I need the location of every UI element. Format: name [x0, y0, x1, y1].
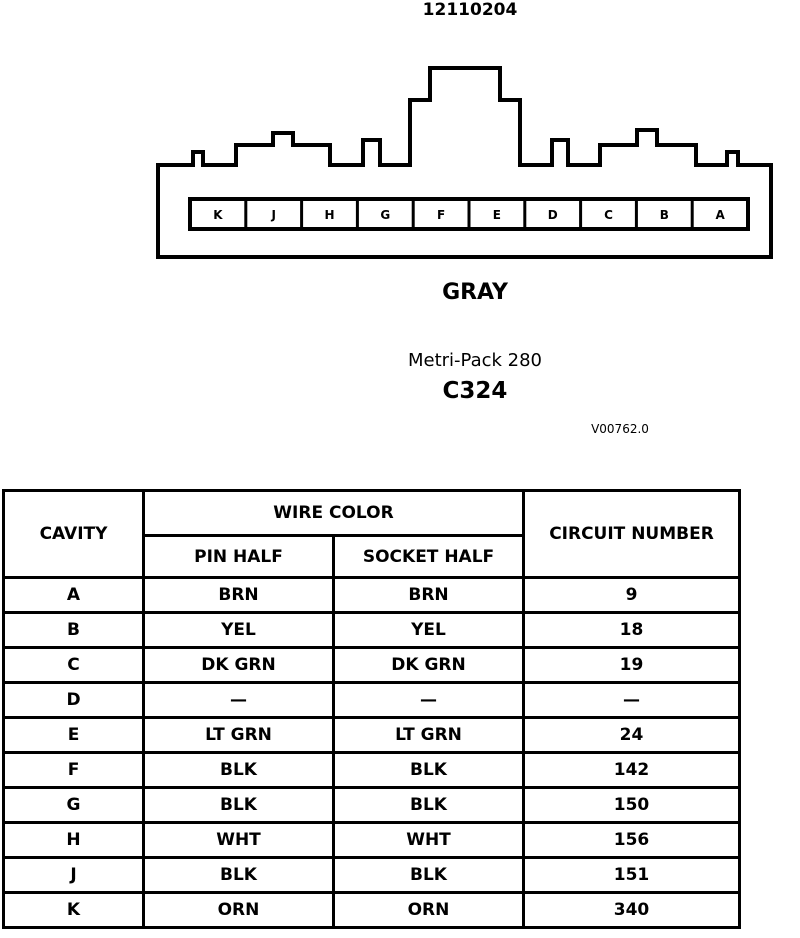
table-row	[4, 718, 740, 753]
cavity-label-c: C	[604, 208, 613, 222]
cell-circuit: 19	[524, 648, 740, 683]
cell-cavity: H	[4, 823, 144, 858]
reference-code: V00762.0	[591, 422, 649, 436]
cell-cavity: A	[4, 578, 144, 613]
table-row	[4, 648, 740, 683]
cavity-label-d: D	[547, 208, 558, 222]
cell-socket-half: DK GRN	[334, 648, 524, 683]
cell-circuit: 340	[524, 893, 740, 928]
header-wire-color: WIRE COLOR	[144, 491, 524, 536]
cell-circuit: 151	[524, 858, 740, 893]
connector-color: GRAY	[442, 280, 508, 305]
cavity-label-g: G	[380, 208, 391, 222]
cell-cavity: C	[4, 648, 144, 683]
cell-pin-half: ORN	[144, 893, 334, 928]
cell-circuit: 142	[524, 753, 740, 788]
cell-pin-half: WHT	[144, 823, 334, 858]
table-row	[4, 613, 740, 648]
cavity-cells	[213, 199, 725, 229]
cell-circuit: 9	[524, 578, 740, 613]
table-row	[4, 753, 740, 788]
cell-socket-half: BLK	[334, 858, 524, 893]
cell-pin-half: BRN	[144, 578, 334, 613]
header-socket-half: SOCKET HALF	[334, 536, 524, 578]
cell-circuit: 24	[524, 718, 740, 753]
cell-socket-half: WHT	[334, 823, 524, 858]
cell-pin-half: DK GRN	[144, 648, 334, 683]
cell-pin-half: LT GRN	[144, 718, 334, 753]
cell-pin-half: BLK	[144, 753, 334, 788]
cavity-label-k: K	[213, 208, 223, 222]
cell-socket-half: ORN	[334, 893, 524, 928]
cavity-label-a: A	[715, 208, 725, 222]
cell-cavity: G	[4, 788, 144, 823]
cell-circuit: 156	[524, 823, 740, 858]
cell-circuit: 150	[524, 788, 740, 823]
cell-socket-half: LT GRN	[334, 718, 524, 753]
cell-pin-half: BLK	[144, 858, 334, 893]
cell-socket-half: —	[334, 683, 524, 718]
cavity-label-e: E	[492, 208, 502, 222]
table-row	[4, 788, 740, 823]
cavity-label-f: F	[436, 208, 446, 222]
cavity-label-j: J	[271, 208, 276, 222]
cell-socket-half: BRN	[334, 578, 524, 613]
cell-cavity: J	[4, 858, 144, 893]
cell-pin-half: YEL	[144, 613, 334, 648]
table-row	[4, 578, 740, 613]
cell-cavity: K	[4, 893, 144, 928]
table-row	[4, 858, 740, 893]
table-row	[4, 823, 740, 858]
cell-cavity: F	[4, 753, 144, 788]
cell-socket-half: BLK	[334, 753, 524, 788]
table-row	[4, 683, 740, 718]
cell-socket-half: BLK	[334, 788, 524, 823]
table-row	[4, 893, 740, 928]
connector-id: C324	[442, 378, 508, 404]
header-pin-half: PIN HALF	[144, 536, 334, 578]
part-number: 12110204	[422, 0, 518, 20]
cell-cavity: D	[4, 683, 144, 718]
cell-circuit: 18	[524, 613, 740, 648]
cell-cavity: B	[4, 613, 144, 648]
cell-socket-half: YEL	[334, 613, 524, 648]
header-circuit-number: CIRCUIT NUMBER	[524, 491, 740, 578]
header-cavity: CAVITY	[4, 491, 144, 578]
cavity-label-b: B	[659, 208, 669, 222]
cell-pin-half: —	[144, 683, 334, 718]
cell-cavity: E	[4, 718, 144, 753]
cell-pin-half: BLK	[144, 788, 334, 823]
wire-table	[2, 489, 741, 929]
cell-circuit: —	[524, 683, 740, 718]
connector-series: Metri-Pack 280	[407, 350, 543, 371]
cavity-label-h: H	[324, 208, 335, 222]
connector-diagram	[0, 0, 800, 270]
